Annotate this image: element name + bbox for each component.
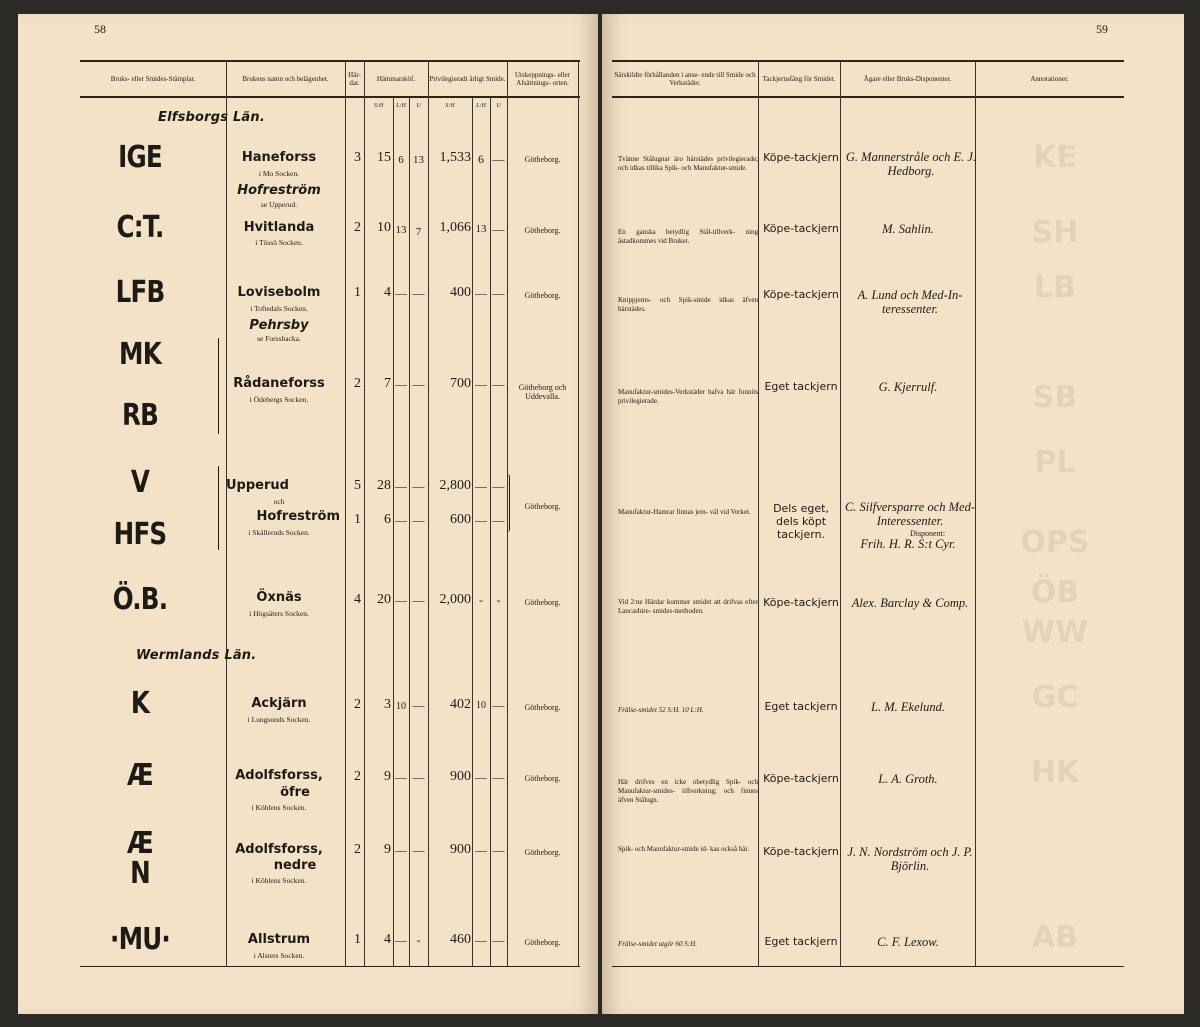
column-divider [578, 62, 579, 967]
header-bottom-rule-right [612, 96, 1124, 98]
bruk-name: Upperud [226, 478, 289, 493]
bruk-name: Rådaneforss [233, 376, 325, 391]
section-heading-wermland: Wermlands Län. [136, 648, 257, 663]
hammar-u-secondary: — [412, 513, 425, 527]
hardar-value: 2 [354, 220, 361, 235]
hammar-lh: — [395, 377, 407, 391]
priv-sh-secondary: 600 [450, 512, 471, 527]
subheader-lh: L:H [476, 103, 486, 109]
bruk-name: Lovisebolm [237, 285, 321, 300]
bruk-location: i Köhlens Socken. [251, 803, 307, 812]
ghost-mark: WW [1021, 615, 1089, 650]
utskepp-ort: Götheborg. [524, 848, 561, 857]
sarskilda-note: Tvänne Stålugnar äro härstädes privilegierade; och idkas tillika Spik- och Manufaktur-smide. [618, 155, 758, 172]
owner: L. A. Groth. [878, 772, 938, 786]
bruk-name-qualifier: nedre [273, 858, 317, 873]
ghost-mark: PL [1034, 445, 1076, 480]
bruk-name-secondary: Hofreström [256, 509, 340, 524]
smides-stamp: V [130, 465, 150, 500]
priv-u-secondary: — [492, 513, 505, 527]
ghost-mark: AB [1031, 920, 1079, 955]
hammar-u: — [412, 770, 425, 784]
bruk-ref-name: Pehrsby [249, 318, 309, 333]
hammar-sh: 9 [384, 842, 391, 857]
smides-stamp-secondary: N [130, 856, 150, 891]
utskepp-ort: Götheborg. [524, 938, 561, 947]
smides-stamp: Ö.B. [112, 582, 168, 617]
hammar-lh: — [395, 770, 407, 784]
smides-stamp: Æ [127, 758, 153, 793]
tackjern-value: Dels eget, dels köpt tackjern. [773, 502, 829, 541]
bruk-location: i Alsters Socken. [253, 951, 305, 960]
hardar-value-secondary: 1 [354, 512, 361, 527]
hardar-value: 3 [354, 150, 361, 165]
header-hardar: Här- dar. [348, 71, 361, 87]
tackjern-value: Eget tackjern [764, 380, 838, 393]
header-utskepp: Utskeppnings- eller Afsättnings- orten. [514, 71, 570, 87]
subheader-lh: L:H [396, 103, 406, 109]
hammar-sh: 4 [384, 285, 391, 300]
ghost-mark: LB [1034, 270, 1076, 305]
header-sarskilda: Särskildte förhållanden i anse- ende till Smide och Verkstäder. [614, 71, 756, 87]
priv-sh: 700 [450, 376, 471, 391]
hammar-lh: 6 [398, 154, 404, 166]
priv-sh: 900 [450, 842, 471, 857]
hammar-sh: 28 [377, 478, 391, 493]
subheader-u: U [416, 103, 421, 109]
bracket [218, 466, 219, 550]
column-divider [840, 62, 841, 967]
priv-u: — [492, 152, 505, 166]
owner: G. Kjerrulf. [878, 380, 938, 394]
bruk-name-qualifier: öfre [280, 785, 310, 800]
priv-lh: — [475, 286, 487, 300]
priv-lh: - [479, 593, 483, 607]
tackjern-value: Eget tackjern [764, 935, 838, 948]
hammar-sh: 15 [377, 150, 391, 165]
priv-u: — [492, 843, 505, 857]
page-number-left: 58 [94, 22, 106, 36]
priv-lh: 10 [476, 700, 486, 711]
hammar-u: 13 [413, 154, 424, 166]
priv-sh: 460 [450, 932, 471, 947]
priv-lh: — [475, 770, 487, 784]
hammar-sh: 3 [384, 697, 391, 712]
hardar-value: 2 [354, 842, 361, 857]
utskepp-ort: Götheborg och Uddevalla. [518, 383, 567, 401]
hammar-sh: 4 [384, 932, 391, 947]
hardar-value: 5 [354, 478, 361, 493]
ghost-mark: SH [1031, 215, 1079, 250]
bruk-location: i Skålleruds Socken. [248, 528, 310, 537]
priv-lh: 13 [475, 223, 487, 235]
sarskilda-note: Manufaktur-smides-Verkstäder hafva här funnits privilegierade. [618, 388, 758, 405]
hammar-sh: 9 [384, 769, 391, 784]
priv-u: — [492, 222, 505, 236]
column-divider [758, 62, 759, 967]
owner: J. N. Nordström och J. P. Björlin. [847, 845, 973, 873]
priv-sh: 1,533 [439, 150, 471, 165]
priv-u: — [492, 933, 505, 947]
priv-lh-secondary: — [475, 513, 487, 527]
priv-lh: — [475, 377, 487, 391]
header-agare: Ägare eller Bruks-Disponenter. [863, 75, 952, 83]
hardar-value: 1 [354, 932, 361, 947]
bruk-location: i Lungsunds Socken. [247, 715, 311, 724]
hammar-sh: 10 [377, 220, 391, 235]
header-bottom-rule [80, 96, 580, 98]
hardar-value: 2 [354, 697, 361, 712]
hammar-u: — [412, 479, 425, 493]
sarskilda-note: Knippjerns- och Spik-smide idkas äfven härstädes. [618, 296, 758, 313]
bruk-location: i Högsäters Socken. [249, 609, 309, 618]
utskepp-ort: Götheborg. [524, 226, 561, 235]
priv-u: — [492, 286, 505, 300]
tackjern-value: Köpe-tackjern [763, 772, 839, 785]
smides-stamp: Æ [127, 826, 153, 861]
smides-stamp: MK [119, 337, 161, 372]
bruk-name: Allstrum [247, 932, 311, 947]
owner: M. Sahlin. [882, 222, 934, 236]
priv-lh: — [475, 933, 487, 947]
hammar-lh: — [395, 933, 407, 947]
sarskilda-note: Frälse-smidet utgör 60 S:H. [618, 940, 697, 948]
ghost-mark: OPS [1020, 525, 1090, 560]
tackjern-value: Köpe-tackjern [763, 845, 839, 858]
sarskilda-note: En ganska betydlig Stål-tillverk- ning åstadkommes vid Bruket. [618, 228, 758, 245]
priv-sh: 2,000 [439, 592, 471, 607]
utskepp-ort: Götheborg. [524, 703, 561, 712]
smides-stamp: ·MU· [110, 922, 170, 957]
hammar-lh-secondary: — [395, 513, 407, 527]
priv-sh: 1,066 [439, 220, 471, 235]
utskepp-ort: Götheborg. [524, 774, 561, 783]
bruk-location: i Toftedals Socken. [250, 304, 308, 313]
subheader-u: U [496, 103, 501, 109]
smides-stamp: K [130, 686, 150, 721]
ghost-mark: GC [1031, 680, 1079, 715]
utskepp-ort: Götheborg. [524, 598, 561, 607]
owner-subtitle: Disponent: [909, 529, 946, 538]
hardar-value: 4 [354, 592, 361, 607]
subheader-sh: S:H [373, 103, 384, 109]
hammar-u: — [412, 698, 425, 712]
hammar-u: — [412, 377, 425, 391]
owner: A. Lund och Med-In- teressenter. [857, 288, 963, 316]
smides-stamp: IGE [118, 140, 162, 175]
header-namn: Brukens namn och belägenhet. [242, 75, 329, 83]
footer-rule [80, 966, 580, 967]
bruk-ref-location: se Upperud. [260, 200, 298, 209]
utskepp-ort: Götheborg. [524, 502, 561, 511]
page-number-right: 59 [1096, 22, 1108, 36]
hardar-value: 2 [354, 376, 361, 391]
hammar-lh: — [395, 843, 407, 857]
tackjern-value: Köpe-tackjern [763, 151, 839, 164]
bruk-location: i Mo Socken. [258, 169, 300, 178]
bruk-name: Hvitlanda [243, 220, 315, 235]
priv-sh: 2,800 [439, 478, 471, 493]
ghost-mark: KE [1033, 140, 1077, 175]
bruk-location: i Ödebergs Socken. [249, 395, 309, 404]
hammar-u: - [416, 933, 421, 947]
smides-stamp: C:T. [116, 210, 164, 245]
owner: Alex. Barclay & Comp. [851, 596, 969, 610]
owner: L. M. Ekelund. [871, 700, 945, 714]
tackjern-value: Köpe-tackjern [763, 288, 839, 301]
bruk-location: i Köhlens Socken. [251, 876, 307, 885]
sarskilda-note: Manufaktur-Hamrar finnas jem- väl vid Verket. [618, 508, 751, 516]
sarskilda-note: Frälse-smidet 52 S:H. 10 L:H. [618, 706, 704, 714]
footer-rule-right [612, 966, 1124, 967]
hammar-u: — [412, 286, 425, 300]
priv-lh: — [475, 843, 487, 857]
priv-sh: 400 [450, 285, 471, 300]
priv-u: — [492, 479, 505, 493]
hammar-lh: — [395, 593, 407, 607]
bruk-name: Adolfsforss, [235, 842, 323, 857]
smides-stamp-secondary: HFS [113, 517, 167, 552]
owner: G. Mannerstråle och E. J. Hedborg. [845, 150, 977, 178]
bruk-name: Haneforss [241, 150, 317, 165]
header-priv: Privilegieradt årligt Smide. [429, 75, 506, 83]
bruk-name: Ackjärn [251, 696, 307, 711]
bruk-name: Adolfsforss, [235, 768, 323, 783]
hammar-sh-secondary: 6 [384, 512, 391, 527]
priv-sh: 402 [450, 697, 471, 712]
priv-sh: 900 [450, 769, 471, 784]
hardar-value: 2 [354, 769, 361, 784]
hammar-u: — [412, 843, 425, 857]
priv-lh: 6 [478, 152, 484, 166]
ghost-mark: SB [1032, 380, 1078, 415]
sarskilda-note: Vid 2:ne Härdar kommer smidet att drifvas efter Lancashire- smides-methoden. [618, 598, 758, 615]
utskepp-ort: Götheborg. [524, 291, 561, 300]
ghost-mark: HK [1030, 755, 1080, 790]
owner-secondary: Frih. H. R. S:t Cyr. [860, 537, 956, 551]
priv-u: — [492, 377, 505, 391]
header-tack: Tackjernsfång för Smidet. [762, 75, 836, 83]
priv-u: — [492, 770, 505, 784]
tackjern-value: Köpe-tackjern [763, 222, 839, 235]
owner: C. Silfversparre och Med-Interessenter. [844, 500, 976, 528]
hardar-value: 1 [354, 285, 361, 300]
bruk-location: i Tössö Socken. [255, 238, 303, 247]
hammar-u: — [412, 593, 425, 607]
utskepp-ort: Götheborg. [524, 155, 561, 164]
tackjern-value: Köpe-tackjern [763, 596, 839, 609]
tackjern-value: Eget tackjern [764, 700, 838, 713]
hammar-lh: 13 [395, 224, 407, 236]
priv-lh: — [475, 479, 487, 493]
bruk-ref-name: Hofreström [237, 183, 321, 198]
hammar-lh: — [395, 286, 407, 300]
header-hammar: Hämmarsköf. [376, 75, 416, 83]
hammar-sh: 7 [384, 376, 391, 391]
sarskilda-note: Här drifves en icke obetydlig Spik- och Manufaktur-smides- tillverkning; och finnes äfven Stålugn. [618, 778, 758, 804]
header-annot: Annotationer. [1030, 75, 1069, 83]
hammar-lh: — [395, 479, 407, 493]
bruk-name: Öxnäs [256, 590, 302, 605]
sarskilda-note: Spik- och Manufaktur-smide id- kas också här. [618, 845, 750, 853]
ghost-mark: ÖB [1030, 575, 1080, 610]
priv-u: - [496, 593, 501, 607]
hammar-lh: 10 [396, 701, 406, 712]
section-heading-elfsborg: Elfsborgs Län. [158, 110, 265, 125]
hammar-u: 7 [415, 226, 422, 238]
owner: C. F. Lexow. [877, 935, 939, 949]
subheader-sh: S:H [445, 103, 455, 109]
header-bruk: Bruks- eller Smides-Stämplar. [110, 75, 196, 83]
hammar-sh: 20 [377, 592, 391, 607]
priv-u: — [492, 698, 505, 712]
bruk-ref-location: se Forssbacka. [257, 334, 301, 343]
smides-stamp: LFB [115, 275, 165, 310]
bruk-connector: och [273, 497, 285, 506]
smides-stamp-secondary: RB [121, 398, 159, 433]
